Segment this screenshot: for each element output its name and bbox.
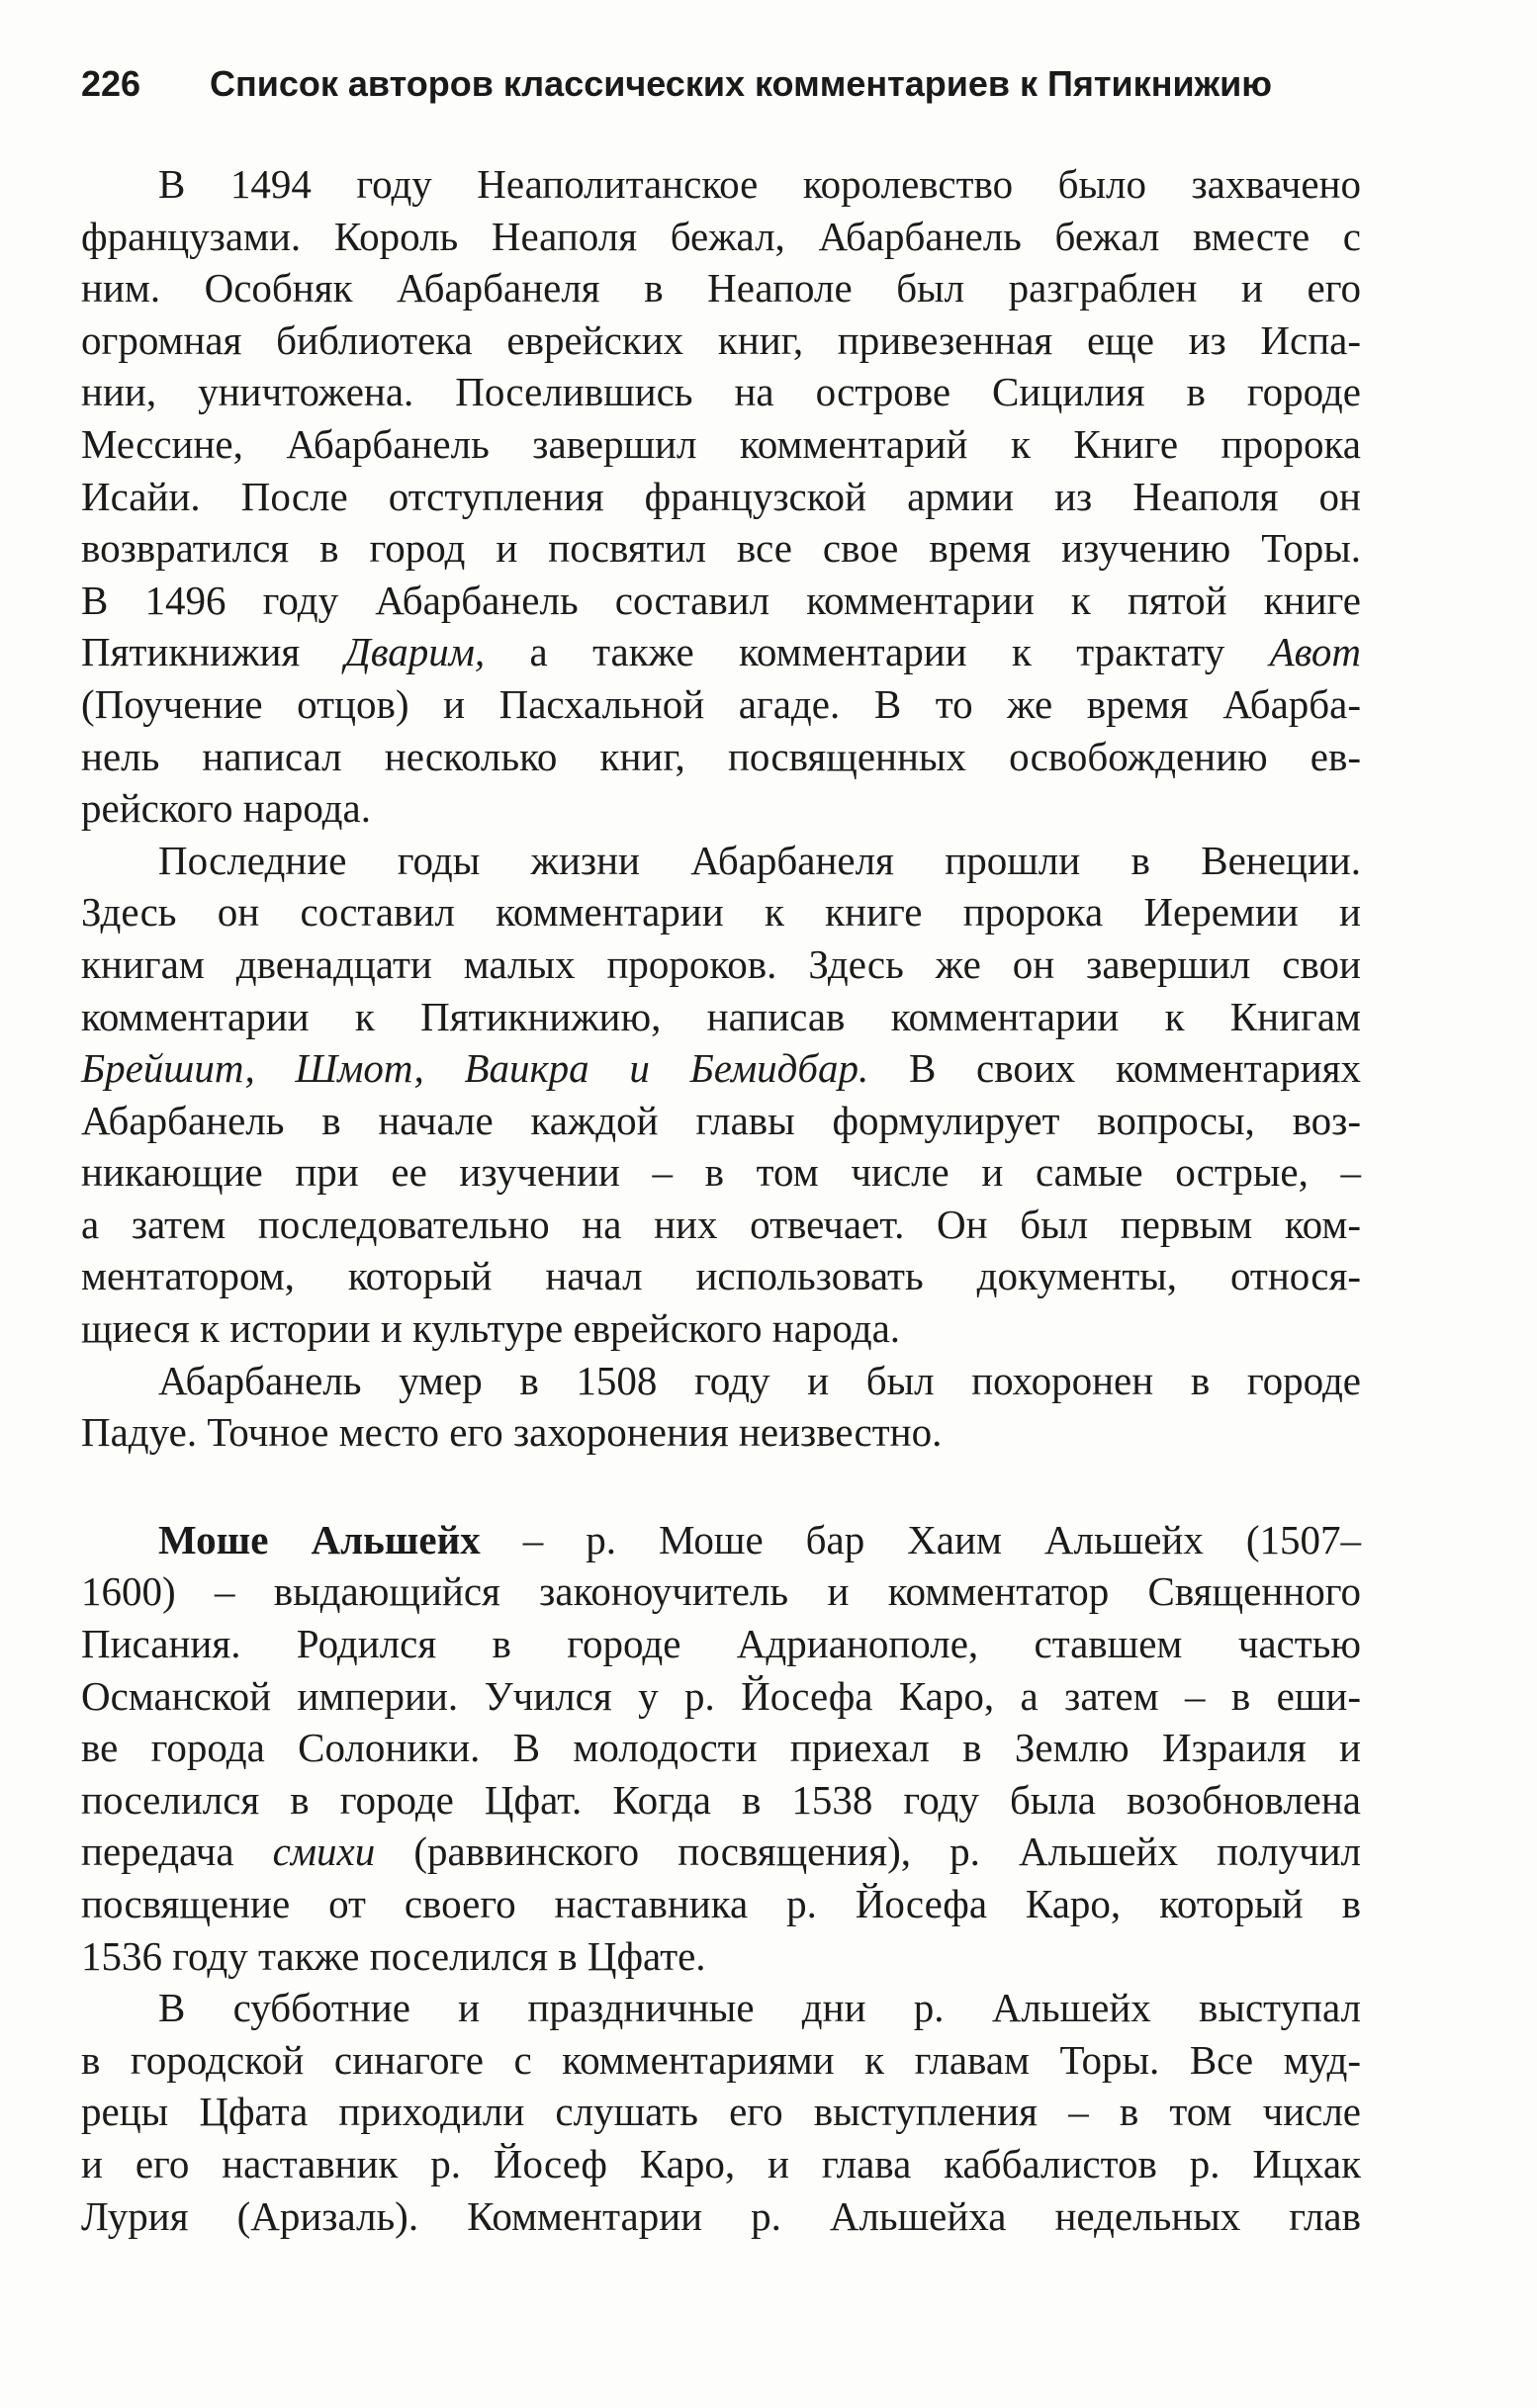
page-number: 226 <box>81 63 141 104</box>
text-line: ментатором, который начал использовать документы, относя- <box>81 1253 1361 1299</box>
text-line: а затем последовательно на них отвечает. Он был первым ком- <box>81 1201 1361 1247</box>
text-line: 1536 году также поселился в Цфате. <box>81 1932 706 1979</box>
text-line <box>81 1826 1361 1878</box>
text-run: а также комментарии к трактату <box>529 629 1225 675</box>
text-line: Абарбанель в начале каждой главы формулирует вопросы, воз- <box>81 1097 1361 1143</box>
text-run: – р. Моше бар Хаим Альшейх (1507– <box>522 1516 1362 1562</box>
page-body <box>81 158 1361 2242</box>
paragraph-5 <box>81 1982 1361 2242</box>
running-header <box>81 63 1406 123</box>
text-line: Османской империи. Учился у р. Йосефа Каро, а затем – в еши- <box>81 1672 1361 1719</box>
running-title: Список авторов классических комментариев к Пятикнижию <box>210 63 1272 104</box>
italic-title: Авот <box>1269 629 1361 675</box>
text-line: и его наставник р. Йосеф Каро, и глава каббалистов р. Ицхак <box>81 2140 1361 2186</box>
text-run: В своих комментариях <box>908 1045 1361 1092</box>
italic-title: Дварим, <box>344 629 486 675</box>
section-gap <box>81 1459 1361 1514</box>
text-line: французами. Король Неаполя бежал, Абарбанель бежал вместе с <box>81 213 1361 259</box>
text-line: В 1494 году Неаполитанское королевство было захвачено <box>158 161 1361 207</box>
text-line: Абарбанель умер в 1508 году и был похоронен в городе <box>158 1357 1361 1403</box>
entry-heading: Моше Альшейх <box>158 1516 481 1562</box>
paragraph-2 <box>81 835 1361 1355</box>
text-line: Мессине, Абарбанель завершил комментарий к Книге пророка <box>81 420 1361 467</box>
text-line: Последние годы жизни Абарбанеля прошли в Венеции. <box>158 837 1361 883</box>
text-run: передача <box>81 1828 234 1875</box>
text-line: посвящение от своего наставника р. Йосефа Каро, который в <box>81 1881 1361 1926</box>
text-line: 1600) – выдающийся законоучитель и комментатор Священного <box>81 1568 1361 1615</box>
text-run: Пятикнижия <box>81 629 301 675</box>
text-line: комментарии к Пятикнижию, написав комментарии к Книгам <box>81 993 1361 1039</box>
text-line: ним. Особняк Абарбанеля в Неаполе был разграблен и его <box>81 265 1361 312</box>
text-line: нель написал несколько книг, посвященных освобождению ев- <box>81 733 1361 779</box>
text-line: щиеся к истории и культуре еврейского народа. <box>81 1305 901 1352</box>
paragraph-3 <box>81 1355 1361 1459</box>
text-line: (Поучение отцов) и Пасхальной агаде. В то же время Абарба- <box>81 680 1361 727</box>
text-line: В 1496 году Абарбанель составил комментарии к пятой книге <box>81 577 1361 623</box>
paragraph-1 <box>81 158 1361 835</box>
italic-titles: Брейшит, Шмот, Ваикра и Бемидбар. <box>81 1045 869 1092</box>
text-line: возвратился в город и посвятил все свое время изучению Торы. <box>81 525 1361 572</box>
text-line: никающие при ее изучении – в том числе и самые острые, – <box>81 1149 1361 1196</box>
text-line: Лурия (Аризаль). Комментарии р. Альшейха недельных глав <box>81 2192 1361 2239</box>
text-line: Здесь он составил комментарии к книге пророка Иеремии и <box>81 889 1361 936</box>
text-line <box>81 1042 1361 1095</box>
text-line: в городской синагоге с комментариями к главам Торы. Все муд- <box>81 2036 1361 2083</box>
text-line: ве города Солоники. В молодости приехал в Землю Израиля и <box>81 1725 1361 1771</box>
text-line: Писания. Родился в городе Адрианополе, ставшем частью <box>81 1621 1361 1667</box>
text-line: нии, уничтожена. Поселившись на острове Сицилия в городе <box>81 369 1361 415</box>
text-line: огромная библиотека еврейских книг, привезенная еще из Испа- <box>81 316 1361 363</box>
text-run: (раввинского посвящения), р. Альшейх получил <box>413 1828 1361 1875</box>
text-line <box>81 1514 1361 1566</box>
text-line: книгам двенадцати малых пророков. Здесь же он завершил свои <box>81 940 1361 987</box>
text-line: Исайи. После отступления французской армии из Неаполя он <box>81 473 1361 519</box>
text-line: В субботние и праздничные дни р. Альшейх выступал <box>158 1985 1361 2031</box>
text-line: рейского народа. <box>81 785 371 832</box>
entry-moshe-alsheich <box>81 1514 1361 1982</box>
text-line: поселился в городе Цфат. Когда в 1538 году была возобновлена <box>81 1776 1361 1823</box>
italic-term: смихи <box>272 1828 376 1875</box>
text-line: рецы Цфата приходили слушать его выступления – в том числе <box>81 2089 1361 2135</box>
text-line <box>81 626 1361 678</box>
text-line: Падуе. Точное место его захоронения неизвестно. <box>81 1409 943 1456</box>
